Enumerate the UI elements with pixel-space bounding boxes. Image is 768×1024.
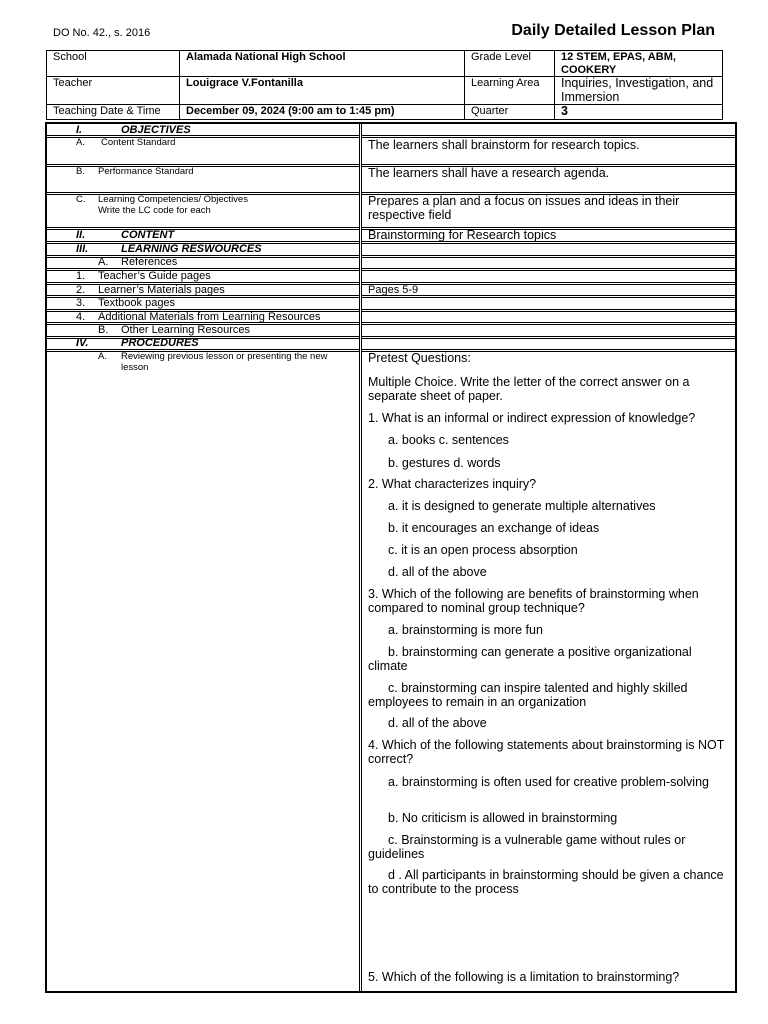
- resources-heading: LEARNING RESWOURCES: [121, 243, 262, 255]
- reviewing-letter: A.: [98, 351, 107, 362]
- content-standard-label: Content Standard: [101, 137, 176, 148]
- school-label: School: [47, 51, 180, 77]
- row-separator: [47, 164, 359, 167]
- teachers-guide-number: 1.: [76, 270, 86, 282]
- question-3-option: a. brainstorming is more fun: [388, 623, 543, 637]
- date-value: December 09, 2024 (9:00 am to 1:45 pm): [180, 105, 465, 120]
- question-2-option: a. it is designed to generate multiple alternatives: [388, 499, 656, 513]
- content-number: II.: [76, 229, 86, 241]
- question-2-option: b. it encourages an exchange of ideas: [388, 521, 600, 535]
- learners-materials-label: Learner’s Materials pages: [98, 284, 225, 296]
- grade-level-value: 12 STEM, EPAS, ABM, COOKERY: [555, 51, 723, 77]
- question-2: 2. What characterizes inquiry?: [368, 477, 537, 491]
- question-1-option: a. books c. sentences: [388, 433, 509, 447]
- row-separator: [362, 268, 735, 271]
- row-separator: [362, 255, 735, 258]
- additional-materials-label: Additional Materials from Learning Resources: [98, 311, 321, 323]
- content-text: Brainstorming for Research topics: [368, 228, 557, 242]
- pretest-heading: Pretest Questions:: [368, 351, 471, 365]
- learners-materials-number: 2.: [76, 284, 86, 296]
- question-4-option: b. No criticism is allowed in brainstorming: [388, 811, 618, 825]
- teacher-label: Teacher: [47, 77, 180, 105]
- learners-materials-pages: Pages 5-9: [368, 284, 419, 296]
- performance-standard-label: Performance Standard: [98, 166, 194, 177]
- reviewing-label-line2: lesson: [121, 362, 149, 373]
- references-letter: A.: [98, 256, 109, 268]
- teacher-value: Louigrace V.Fontanilla: [180, 77, 465, 105]
- document-reference: DO No. 42., s. 2016: [53, 27, 151, 39]
- additional-materials-number: 4.: [76, 311, 86, 323]
- textbook-number: 3.: [76, 297, 86, 309]
- question-1-option: b. gestures d. words: [388, 456, 501, 470]
- question-4-option: c. Brainstorming is a vulnerable game without rules or guidelines: [368, 833, 686, 861]
- question-4-option: d . All participants in brainstorming should be given a chance to contribute to the process: [368, 868, 724, 896]
- row-separator: [47, 336, 359, 339]
- header-info-table: [46, 50, 723, 120]
- row-separator: [362, 309, 735, 312]
- question-3-option: d. all of the above: [388, 716, 487, 730]
- question-4: 4. Which of the following statements about brainstorming is NOT correct?: [368, 738, 725, 766]
- other-resources-letter: B.: [98, 324, 109, 336]
- quarter-value: 3: [555, 105, 723, 120]
- other-resources-label: Other Learning Resources: [121, 324, 251, 336]
- question-3-option: c. brainstorming can inspire talented and highly skilled employees to remain in an organization: [368, 681, 688, 709]
- row-separator: [362, 336, 735, 339]
- grade-level-label: Grade Level: [465, 51, 555, 77]
- school-value: Alamada National High School: [180, 51, 465, 77]
- content-standard-letter: A.: [76, 137, 85, 148]
- row-separator: [47, 135, 359, 138]
- document-title: Daily Detailed Lesson Plan: [511, 22, 715, 39]
- performance-standard-letter: B.: [76, 166, 85, 177]
- question-2-option: c. it is an open process absorption: [388, 543, 578, 557]
- content-heading: CONTENT: [121, 229, 175, 241]
- competencies-sublabel: Write the LC code for each: [98, 205, 211, 216]
- competencies-letter: C.: [76, 194, 86, 205]
- question-3: 3. Which of the following are benefits of brainstorming when compared to nominal group technique?: [368, 587, 699, 615]
- quarter-label: Quarter: [465, 105, 555, 120]
- objectives-number: I.: [76, 124, 83, 136]
- content-standard-text: The learners shall brainstorm for research topics.: [368, 138, 640, 152]
- resources-number: III.: [76, 243, 89, 255]
- row-separator: [47, 227, 359, 230]
- question-1: 1. What is an informal or indirect expression of knowledge?: [368, 411, 696, 425]
- question-5: 5. Which of the following is a limitation to brainstorming?: [368, 970, 680, 984]
- date-label: Teaching Date & Time: [47, 105, 180, 120]
- learning-area-value: Inquiries, Investigation, and Immersion: [555, 77, 723, 105]
- textbook-label: Textbook pages: [98, 297, 176, 309]
- question-4-option: a. brainstorming is often used for creative problem-solving: [388, 775, 709, 789]
- references-label: References: [121, 256, 178, 268]
- teachers-guide-label: Teacher’s Guide pages: [98, 270, 211, 282]
- pretest-instructions: Multiple Choice. Write the letter of the correct answer on a separate sheet of paper.: [368, 375, 690, 403]
- row-separator: [362, 322, 735, 325]
- question-3-option: b. brainstorming can generate a positive organizational climate: [368, 645, 692, 673]
- competencies-label: Learning Competencies/ Objectives: [98, 194, 248, 205]
- competencies-text: Prepares a plan and a focus on issues and ideas in their respective field: [368, 194, 680, 222]
- row-separator: [47, 255, 359, 258]
- procedures-heading: PROCEDURES: [121, 337, 199, 349]
- question-2-option: d. all of the above: [388, 565, 487, 579]
- procedures-number: IV.: [76, 337, 89, 349]
- performance-standard-text: The learners shall have a research agenda.: [368, 166, 610, 180]
- objectives-heading: OBJECTIVES: [121, 124, 191, 136]
- learning-area-label: Learning Area: [465, 77, 555, 105]
- reviewing-label: Reviewing previous lesson or presenting the new: [121, 351, 328, 362]
